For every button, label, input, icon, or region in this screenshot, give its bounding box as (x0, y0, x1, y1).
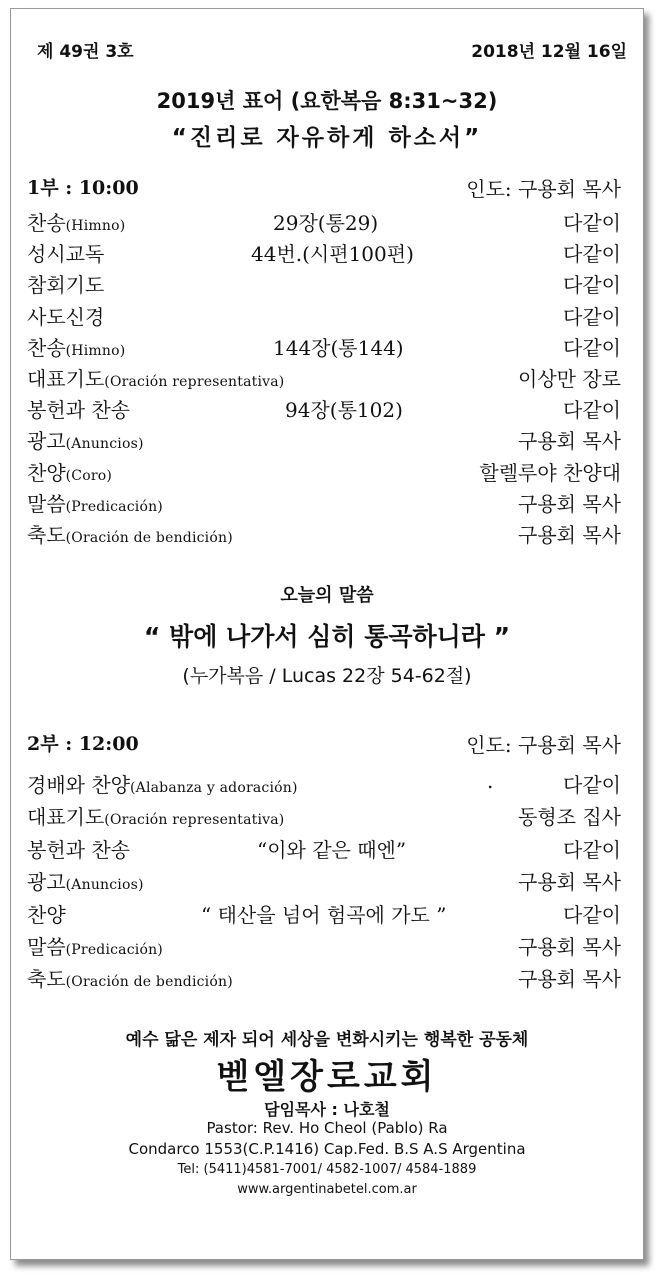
order-item (11, 899, 643, 927)
order-item-leader: 다같이 (563, 335, 621, 360)
order-item-leader: 다같이 (563, 273, 621, 298)
service2-title: 2부 : 12:00 (27, 733, 139, 755)
bulletin-page (10, 8, 644, 1260)
order-item-leader: 다같이 (563, 773, 621, 797)
order-item-leader: 구용회 목사 (518, 870, 621, 895)
order-item-name (27, 332, 125, 361)
sermon-label: 오늘의 말씀 (280, 585, 374, 606)
order-item-leader: 이상만 장로 (518, 367, 621, 391)
order-item-spanish: (Himno) (65, 218, 126, 234)
order-item (11, 488, 643, 516)
order-item (11, 866, 643, 894)
order-item-name (27, 269, 104, 298)
order-item-leader: 구용회 목사 (518, 935, 621, 959)
order-item-name (27, 519, 233, 548)
motto-line: 2019년 표어 (요한복음 8:31~32) (156, 89, 498, 113)
sermon-title: “ 밖에 나가서 심히 통곡하니라 ” (143, 622, 511, 651)
order-item-detail: 94장(통102) (285, 398, 403, 423)
order-item (11, 931, 643, 959)
order-item (11, 363, 643, 391)
service1-header (11, 173, 643, 199)
order-item-leader: 구용회 목사 (518, 491, 621, 516)
service1-title: 1부 : 10:00 (27, 177, 139, 199)
order-item (11, 332, 643, 360)
order-item (11, 519, 643, 547)
order-item-name (27, 425, 144, 454)
order-item (11, 801, 643, 829)
order-item-detail: . (487, 769, 494, 793)
church-address: Condarco 1553(C.P.1416) Cap.Fed. B.S A.S Argentina (128, 1140, 526, 1158)
order-item-spanish: (Alabanza y adoración) (129, 780, 298, 796)
order-item-leader: 할렐루야 찬양대 (479, 460, 621, 485)
order-item-leader: 구용회 목사 (518, 523, 621, 547)
sermon-reference: (누가복음 / Lucas 22장 54-62절) (182, 665, 472, 687)
bulletin-date: 2018년 12월 16일 (471, 42, 627, 62)
church-website[interactable]: www.argentinabetel.com.ar (237, 1182, 417, 1197)
order-item-name (27, 207, 125, 236)
order-item-name (27, 488, 163, 517)
order-item-leader: 다같이 (563, 837, 621, 862)
order-item-title: 말씀 (27, 491, 66, 516)
order-item-name (27, 238, 104, 267)
order-item (11, 394, 643, 422)
order-item-spanish: (Predicación) (65, 942, 163, 958)
order-item-detail: “ 태산을 넘어 험곡에 가도 ” (201, 902, 447, 927)
senior-pastor: 담임목사 : 나호철 (264, 1100, 390, 1119)
order-item-detail: 44번.(시편100편) (251, 242, 414, 267)
order-item-spanish: (Predicación) (65, 498, 163, 515)
order-item-spanish: (Coro) (65, 467, 113, 484)
order-item-title: 사도신경 (27, 304, 105, 329)
pastor-english: Pastor: Rev. Ho Cheol (Pablo) Ra (206, 1119, 448, 1137)
order-item-title: 찬양 (27, 902, 66, 927)
order-item-name (27, 963, 233, 992)
church-slogan: 예수 닮은 제자 되어 세상을 변화시키는 행복한 공동체 (125, 1030, 529, 1050)
order-item-leader: 다같이 (563, 902, 621, 927)
service1-leader: 인도: 구용회 목사 (466, 177, 621, 201)
order-item-name (27, 394, 130, 423)
order-item-name (27, 801, 284, 830)
order-item-leader: 동형조 집사 (518, 805, 621, 830)
order-item-spanish: (Oración de bendición) (65, 974, 233, 991)
order-item-name (27, 899, 66, 928)
order-item-title: 참회기도 (27, 273, 105, 298)
order-item-leader: 다같이 (563, 398, 621, 423)
order-item-leader: 구용회 목사 (518, 967, 621, 992)
order-item-title: 대표기도 (27, 367, 105, 391)
order-item-spanish: (Oración de bendición) (65, 530, 233, 546)
order-item-title: 봉헌과 찬송 (27, 398, 130, 423)
order-item-spanish: (Himno) (65, 342, 126, 359)
order-item-spanish: (Anuncios) (65, 877, 144, 894)
order-item-name (27, 866, 144, 895)
order-item-title: 축도 (27, 967, 66, 992)
order-item-spanish: (Oración representativa) (104, 812, 285, 829)
order-item (11, 963, 643, 991)
order-item (11, 238, 643, 266)
order-item-name (27, 301, 104, 330)
order-item-title: 봉헌과 찬송 (27, 837, 130, 862)
order-item-title: 축도 (27, 523, 66, 547)
order-item-name (27, 931, 163, 960)
service2-header (11, 729, 643, 755)
order-item-name (27, 457, 112, 486)
order-item (11, 834, 643, 862)
order-item-name (27, 834, 130, 863)
order-item (11, 207, 643, 235)
order-item-detail: “이와 같은 때엔” (257, 837, 407, 862)
order-item-title: 찬양 (27, 460, 66, 485)
order-item-name (27, 769, 298, 798)
order-item-title: 성시교독 (27, 242, 105, 267)
header-row (11, 37, 643, 61)
order-item-title: 말씀 (27, 935, 66, 959)
order-item (11, 457, 643, 485)
volume-number: 제 49권 3호 (37, 42, 134, 62)
order-item (11, 301, 643, 329)
order-item-detail: 29장(통29) (273, 211, 379, 235)
order-item (11, 269, 643, 297)
order-item (11, 425, 643, 453)
order-item-spanish: (Anuncios) (65, 436, 144, 453)
service2-leader: 인도: 구용회 목사 (466, 733, 621, 757)
order-item (11, 769, 643, 797)
order-item-detail: 144장(통144) (273, 335, 404, 360)
order-item-title: 찬송 (27, 335, 66, 360)
church-name: 벧엘장로교회 (216, 1057, 438, 1097)
order-item-title: 대표기도 (27, 805, 105, 830)
order-item-title: 경배와 찬양 (27, 773, 130, 797)
order-item-title: 찬송 (27, 211, 66, 235)
year-motto: “진리로 자유하게 하소서” (171, 125, 483, 151)
order-item-leader: 다같이 (563, 211, 621, 235)
order-item-title: 광고 (27, 429, 66, 454)
order-item-spanish: (Oración representativa) (104, 374, 285, 390)
order-item-title: 광고 (27, 870, 66, 895)
order-item-leader: 구용회 목사 (518, 429, 621, 454)
church-telephone: Tel: (5411)4581-7001/ 4582-1007/ 4584-1889 (177, 1162, 477, 1177)
order-item-leader: 다같이 (563, 242, 621, 267)
order-item-leader: 다같이 (563, 304, 621, 329)
order-item-name (27, 363, 284, 392)
